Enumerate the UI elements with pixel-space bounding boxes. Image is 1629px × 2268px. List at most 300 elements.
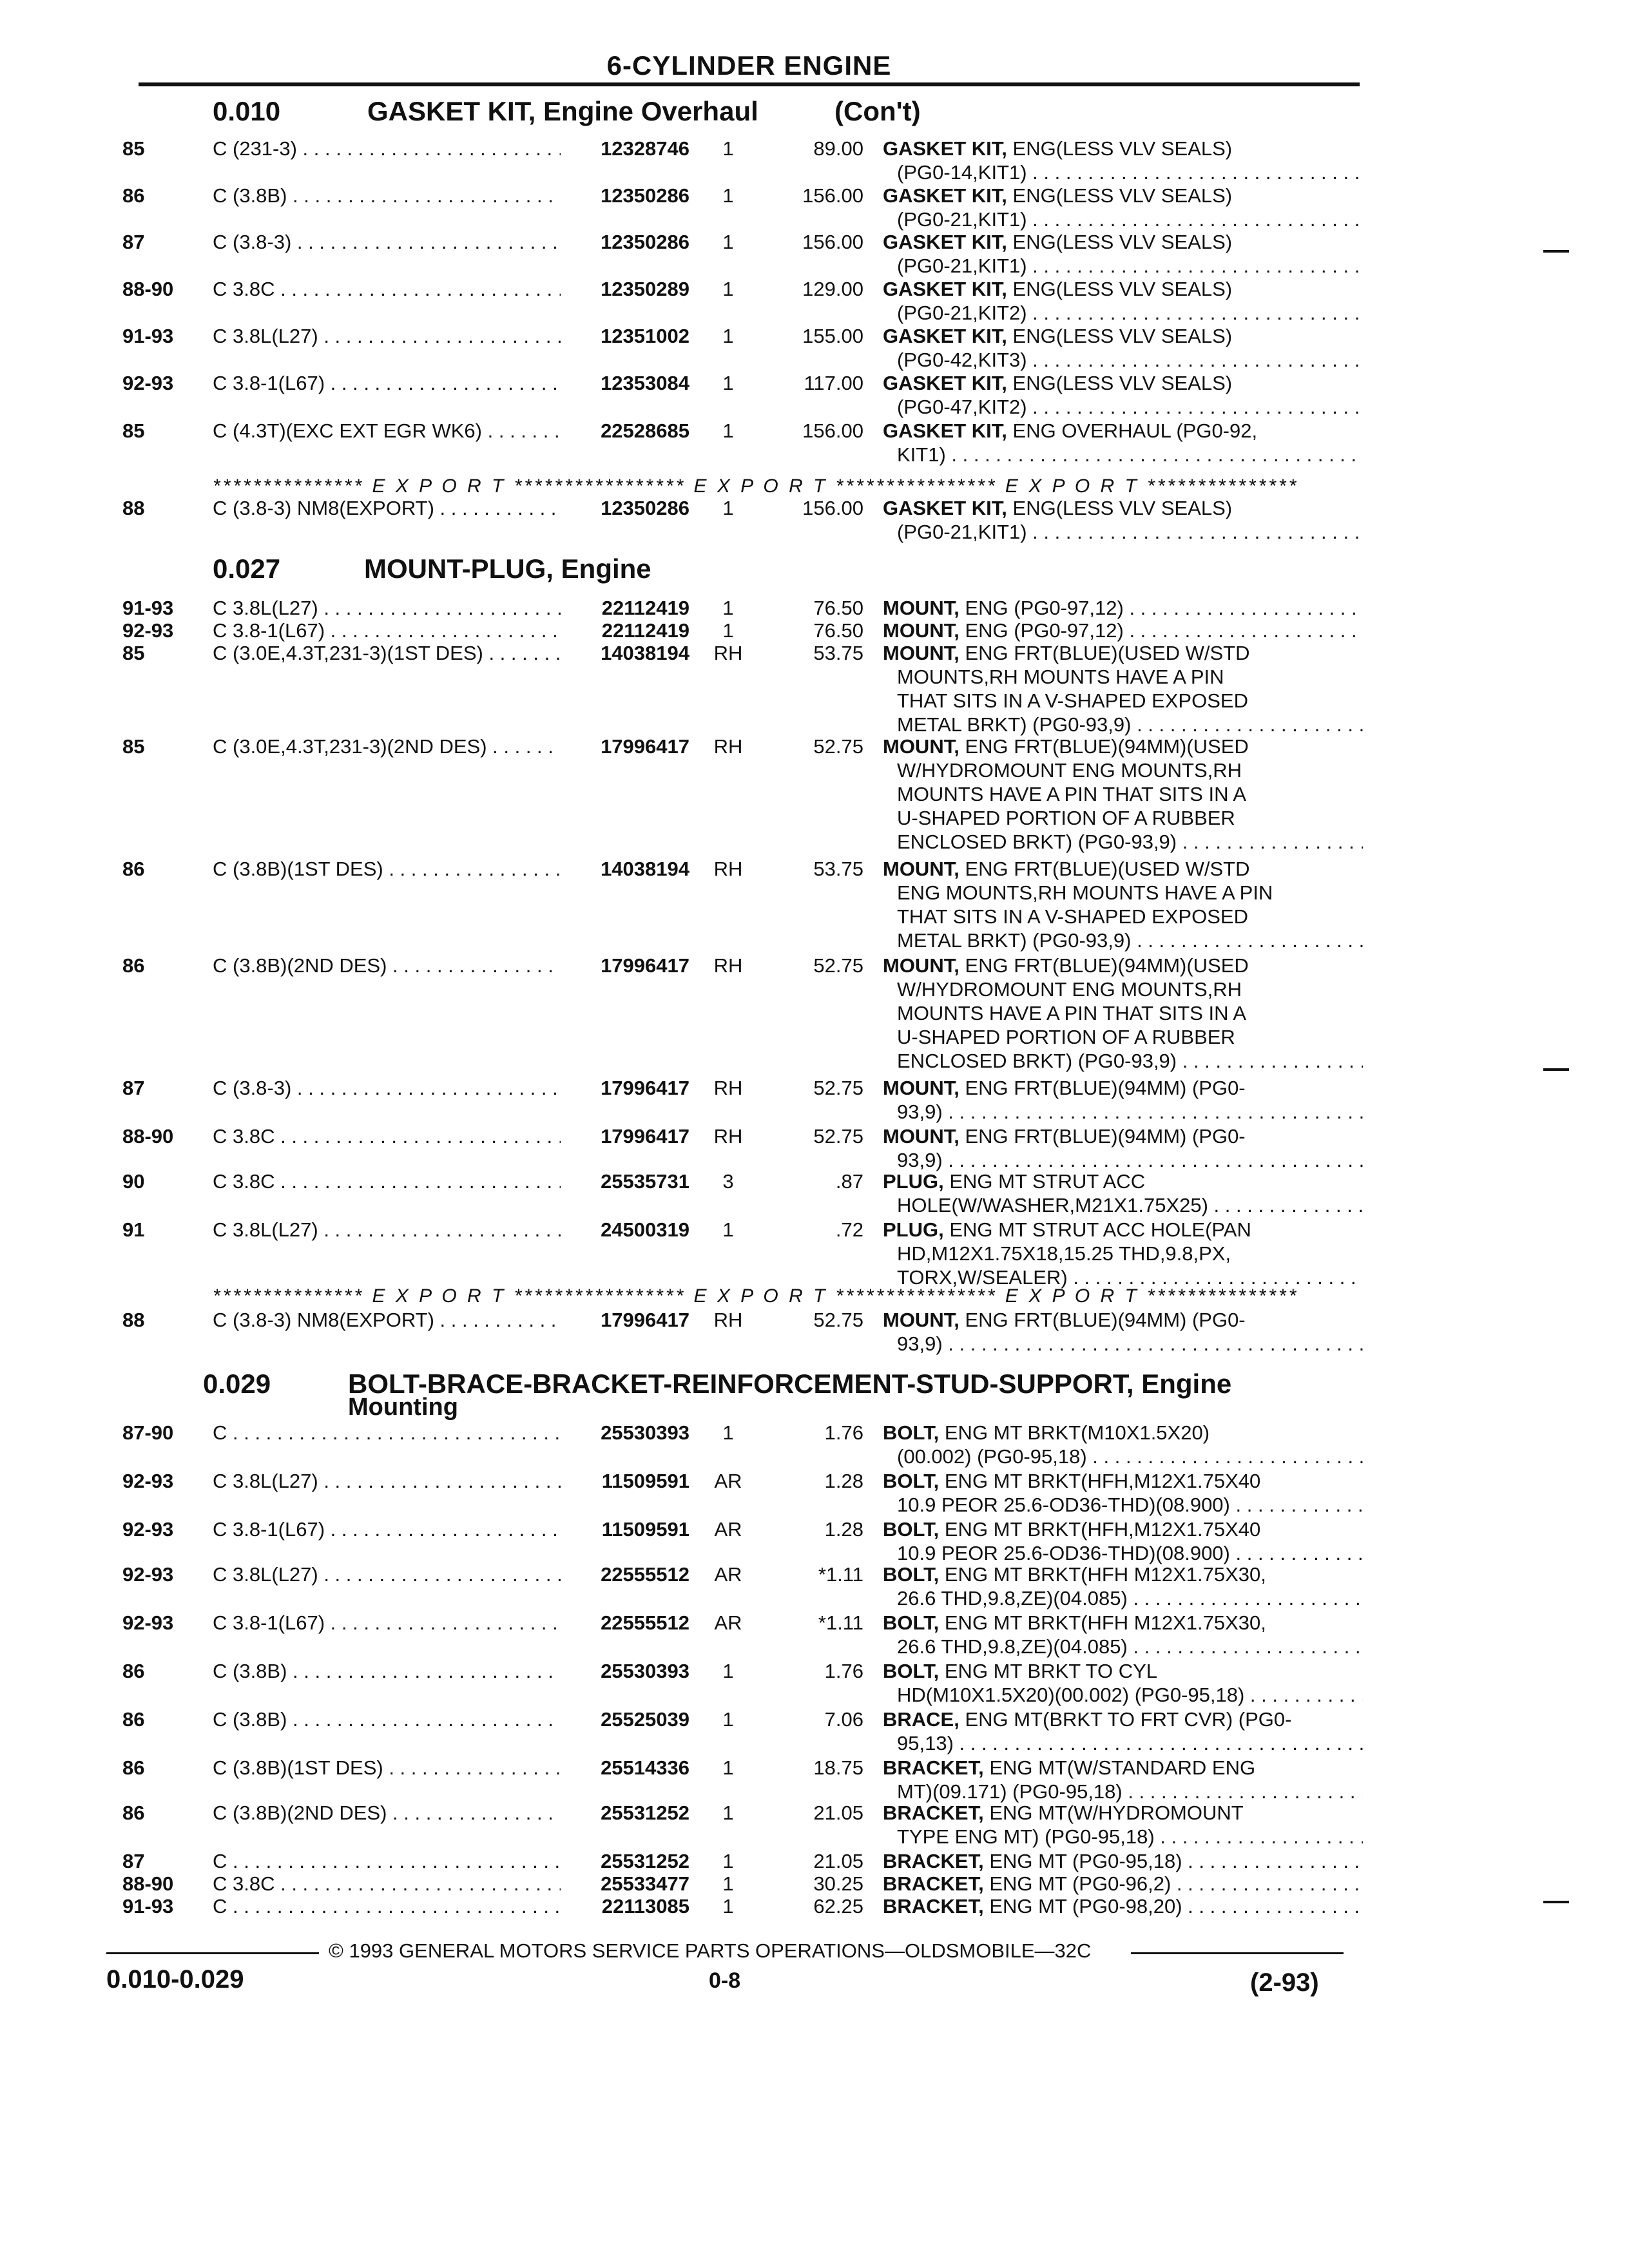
part-description [883, 1517, 1363, 1565]
quantity: RH [713, 642, 743, 664]
model-year: 92-93 [122, 619, 174, 642]
price: 1.76 [824, 1421, 863, 1444]
model-year: 91-93 [122, 1895, 174, 1917]
export-separator: *************** E X P O R T ***************** E X P O R T **************** E X P O R T *************** [213, 476, 1299, 497]
quantity: 1 [722, 278, 734, 300]
model-code: C 3.8C . . . [213, 1124, 561, 1148]
description-line [883, 1849, 1363, 1873]
model-year: 86 [122, 954, 145, 977]
description-line [883, 619, 1363, 642]
price: 52.75 [813, 735, 863, 758]
description-line [883, 1731, 1363, 1755]
quantity: AR [714, 1611, 742, 1634]
description-text: METAL BRKT) (PG0-93,9) [897, 929, 1132, 952]
margin-tick [1543, 1068, 1569, 1071]
description-text: HOLE(W/WASHER,M21X1.75X25) [897, 1194, 1208, 1216]
part-name: GASKET KIT, [883, 497, 1007, 519]
price: 21.05 [813, 1802, 863, 1824]
part-number: 25531252 [601, 1802, 689, 1824]
model-year: 86 [122, 184, 145, 207]
description-text: ENG MT (PG0-98,20) [989, 1895, 1182, 1917]
description-text: 93,9) [897, 1149, 943, 1171]
price: 156.00 [802, 231, 863, 253]
description-text: THAT SITS IN A V-SHAPED EXPOSED [897, 689, 1248, 712]
model-year: 86 [122, 1660, 145, 1682]
part-description [883, 1659, 1363, 1707]
description-text: HD,M12X1.75X18,15.25 THD,9.8,PX, [897, 1242, 1231, 1265]
part-description [883, 371, 1363, 419]
description-line [883, 1076, 1363, 1100]
part-description [883, 496, 1363, 544]
quantity: 1 [722, 372, 734, 394]
description-line [883, 348, 1363, 372]
description-line [883, 443, 1363, 466]
price: 76.50 [813, 597, 863, 619]
model-code: C (4.3T)(EXC EXT EGR WK6) . . . [213, 419, 561, 443]
description-text: 10.9 PEOR 25.6-OD36-THD)(08.900) [897, 1542, 1230, 1564]
price: 155.00 [802, 325, 863, 347]
part-name: BRACKET, [883, 1756, 984, 1779]
part-name: GASKET KIT, [883, 419, 1007, 442]
part-name: GASKET KIT, [883, 372, 1007, 394]
part-number: 25535731 [601, 1170, 689, 1193]
description-text: ENG MT STRUT ACC HOLE(PAN [949, 1218, 1251, 1241]
price: 156.00 [802, 184, 863, 207]
description-text: ENCLOSED BRKT) (PG0-93,9) [897, 1050, 1177, 1072]
description-line [883, 1872, 1363, 1896]
description-line [883, 184, 1363, 207]
description-line [883, 277, 1363, 301]
model-code: C 3.8C . . . [213, 277, 561, 301]
description-text: (PG0-21,KIT1) [897, 255, 1027, 277]
model-year: 85 [122, 419, 145, 442]
part-number: 12351002 [601, 325, 689, 347]
description-line [883, 1124, 1363, 1148]
quantity: AR [714, 1563, 742, 1586]
part-name: BOLT, [883, 1660, 940, 1682]
part-name: BOLT, [883, 1563, 940, 1586]
model-year: 91-93 [122, 325, 174, 347]
quantity: 1 [722, 1218, 734, 1241]
section-title: MOUNT-PLUG, Engine [364, 553, 651, 584]
model-code: C (3.8-3) NM8(EXPORT) . . . [213, 496, 561, 520]
description-text: 93,9) [897, 1332, 943, 1355]
part-description [883, 1218, 1363, 1289]
description-line [883, 1242, 1363, 1265]
description-line [883, 1493, 1363, 1517]
price: .87 [835, 1170, 863, 1193]
part-description [883, 1076, 1363, 1124]
description-line [883, 1756, 1363, 1780]
description-text: ENCLOSED BRKT) (PG0-93,9) [897, 831, 1177, 853]
part-name: BOLT, [883, 1518, 940, 1541]
section-number: 0.010 [213, 96, 281, 126]
description-line [883, 254, 1363, 278]
model-year: 86 [122, 1802, 145, 1824]
description-line [883, 1562, 1363, 1586]
description-line [883, 1611, 1363, 1635]
part-name: MOUNT, [883, 597, 959, 619]
model-year: 88 [122, 1309, 145, 1331]
description-line [883, 301, 1363, 325]
description-text: ENG(LESS VLV SEALS) [1012, 497, 1233, 519]
part-description [883, 1707, 1363, 1755]
description-line [883, 137, 1363, 160]
description-line [883, 520, 1363, 544]
description-line [883, 1541, 1363, 1565]
description-text: MOUNTS HAVE A PIN THAT SITS IN A [897, 1002, 1247, 1024]
description-text: ENG FRT(BLUE)(94MM) (PG0- [965, 1125, 1246, 1148]
description-line [883, 1193, 1363, 1217]
page-title: 6-CYLINDER ENGINE [606, 50, 892, 81]
quantity: RH [713, 954, 743, 977]
description-line [883, 230, 1363, 254]
description-text: HD(M10X1.5X20)(00.002) (PG0-95,18) [897, 1684, 1245, 1706]
model-year: 88-90 [122, 1872, 174, 1895]
part-number: 11509591 [601, 1518, 689, 1541]
part-description [883, 1308, 1363, 1356]
description-line [883, 324, 1363, 348]
model-year: 91 [122, 1218, 145, 1241]
model-year: 87 [122, 1077, 145, 1099]
description-line [883, 1332, 1363, 1356]
part-description [883, 641, 1363, 736]
description-line [883, 160, 1363, 184]
part-number: 12353084 [601, 372, 689, 394]
model-code: C (231-3) . . . [213, 137, 561, 160]
quantity: RH [713, 1309, 743, 1331]
quantity: 1 [722, 597, 734, 619]
margin-tick [1543, 1901, 1569, 1903]
description-line [883, 1218, 1363, 1242]
description-line [883, 1894, 1363, 1918]
part-name: MOUNT, [883, 954, 959, 977]
description-line [883, 928, 1363, 952]
description-text: MT)(09.171) (PG0-95,18) [897, 1780, 1123, 1803]
part-number: 12350286 [601, 231, 689, 253]
description-line [883, 665, 1363, 689]
part-name: MOUNT, [883, 1077, 959, 1099]
margin-tick [1543, 250, 1569, 253]
description-text: ENG MT BRKT(M10X1.5X20) [944, 1421, 1210, 1444]
footer-rule-left [106, 1952, 319, 1954]
description-line [883, 713, 1363, 736]
description-text: ENG FRT(BLUE)(94MM) (PG0- [965, 1309, 1246, 1331]
description-line [883, 641, 1363, 665]
description-line [883, 1169, 1363, 1193]
quantity: 1 [722, 1895, 734, 1917]
description-text: ENG FRT(BLUE)(94MM) (PG0- [965, 1077, 1246, 1099]
price: 52.75 [813, 1309, 863, 1331]
part-description [883, 1756, 1363, 1803]
description-text: W/HYDROMOUNT ENG MOUNTS,RH [897, 759, 1242, 782]
description-line [883, 1683, 1363, 1707]
description-line [883, 596, 1363, 620]
model-code: C . . . [213, 1894, 561, 1918]
export-separator: *************** E X P O R T ***************** E X P O R T **************** E X P O R T *************** [213, 1285, 1299, 1307]
description-text: ENG FRT(BLUE)(94MM)(USED [965, 735, 1249, 758]
part-description [883, 419, 1363, 466]
description-text: ENG FRT(BLUE)(USED W/STD [965, 642, 1250, 664]
model-code: C . . . [213, 1849, 561, 1873]
description-text: (PG0-21,KIT2) [897, 302, 1027, 324]
description-line [883, 1825, 1363, 1849]
description-line [883, 1635, 1363, 1658]
price: 1.76 [824, 1660, 863, 1682]
price: *1.11 [818, 1611, 863, 1634]
price: 76.50 [813, 619, 863, 642]
model-year: 86 [122, 1756, 145, 1779]
price: 53.75 [813, 642, 863, 664]
description-line [883, 395, 1363, 419]
price: 53.75 [813, 858, 863, 880]
model-code: C 3.8L(L27) . . . [213, 1218, 561, 1242]
part-number: 25530393 [601, 1660, 689, 1682]
description-text: (PG0-21,KIT1) [897, 208, 1027, 231]
description-line [883, 1445, 1363, 1468]
model-year: 86 [122, 858, 145, 880]
description-line [883, 1100, 1363, 1124]
section-title: BOLT-BRACE-BRACKET-REINFORCEMENT-STUD-SUPPORT, Engine [348, 1369, 1232, 1399]
part-description [883, 1894, 1363, 1918]
model-code: C (3.8B)(1ST DES) . . . [213, 857, 561, 881]
description-text: ENG MT(W/HYDROMOUNT [989, 1802, 1244, 1824]
description-text: 95,13) [897, 1732, 954, 1754]
quantity: 1 [722, 619, 734, 642]
quantity: 3 [722, 1170, 734, 1193]
price: *1.11 [818, 1563, 863, 1586]
part-number: 25525039 [601, 1708, 689, 1731]
part-name: MOUNT, [883, 1125, 959, 1148]
description-line [883, 1421, 1363, 1445]
quantity: 1 [722, 1850, 734, 1872]
part-name: MOUNT, [883, 735, 959, 758]
model-year: 87 [122, 231, 145, 253]
model-code: C (3.0E,4.3T,231-3)(1ST DES) . . . [213, 641, 561, 665]
price: 1.28 [824, 1470, 863, 1492]
model-code: C (3.8-3) NM8(EXPORT) . . . [213, 1308, 561, 1332]
quantity: RH [713, 735, 743, 758]
description-text: ENG MT BRKT(HFH,M12X1.75X40 [944, 1470, 1261, 1492]
part-number: 25531252 [601, 1850, 689, 1872]
model-year: 92-93 [122, 1470, 174, 1492]
model-code: C 3.8-1(L67) . . . [213, 371, 561, 395]
part-description [883, 735, 1363, 854]
part-name: BOLT, [883, 1470, 940, 1492]
part-description [883, 1169, 1363, 1217]
part-description [883, 230, 1363, 278]
model-code: C . . . [213, 1421, 561, 1445]
description-text: W/HYDROMOUNT ENG MOUNTS,RH [897, 978, 1242, 1001]
model-year: 85 [122, 642, 145, 664]
part-number: 25530393 [601, 1421, 689, 1444]
description-text: ENG MT(BRKT TO FRT CVR) (PG0- [965, 1708, 1292, 1731]
part-name: BRACKET, [883, 1872, 984, 1895]
description-text: TORX,W/SEALER) [897, 1266, 1068, 1289]
model-year: 88 [122, 497, 145, 519]
model-code: C 3.8C . . . [213, 1872, 561, 1896]
quantity: 1 [722, 419, 734, 442]
quantity: 1 [722, 1660, 734, 1682]
part-number: 22555512 [601, 1563, 689, 1586]
model-code: C 3.8L(L27) . . . [213, 1562, 561, 1586]
description-line [883, 857, 1363, 881]
part-description [883, 1801, 1363, 1849]
description-line [883, 830, 1363, 854]
description-text: (PG0-14,KIT1) [897, 161, 1027, 184]
quantity: 1 [722, 137, 734, 160]
part-name: BOLT, [883, 1421, 940, 1444]
part-description [883, 596, 1363, 620]
description-text: ENG MT(W/STANDARD ENG [989, 1756, 1256, 1779]
part-number: 14038194 [601, 858, 689, 880]
part-description [883, 324, 1363, 372]
part-name: GASKET KIT, [883, 278, 1007, 300]
part-name: MOUNT, [883, 642, 959, 664]
price: 18.75 [813, 1756, 863, 1779]
quantity: 1 [722, 1872, 734, 1895]
model-year: 92-93 [122, 1518, 174, 1541]
description-text: ENG FRT(BLUE)(94MM)(USED [965, 954, 1249, 977]
description-text: (PG0-42,KIT3) [897, 349, 1027, 371]
price: 7.06 [824, 1708, 863, 1731]
model-code: C 3.8-1(L67) . . . [213, 619, 561, 642]
part-description [883, 1469, 1363, 1517]
description-text: TYPE ENG MT) (PG0-95,18) [897, 1825, 1155, 1848]
model-code: C (3.8B) . . . [213, 1707, 561, 1731]
description-text: 26.6 THD,9.8,ZE)(04.085) [897, 1635, 1128, 1658]
description-text: ENG MOUNTS,RH MOUNTS HAVE A PIN [897, 881, 1273, 904]
description-line [883, 496, 1363, 520]
description-text: METAL BRKT) (PG0-93,9) [897, 713, 1132, 736]
model-code: C (3.8B) . . . [213, 1659, 561, 1683]
part-number: 14038194 [601, 642, 689, 664]
description-line [883, 806, 1363, 830]
part-number: 12350289 [601, 278, 689, 300]
part-name: BRACE, [883, 1708, 959, 1731]
model-year: 91-93 [122, 597, 174, 619]
model-code: C (3.8B)(1ST DES) . . . [213, 1756, 561, 1780]
description-text: ENG (PG0-97,12) [965, 619, 1124, 642]
part-number: 22528685 [601, 419, 689, 442]
model-year: 87-90 [122, 1421, 174, 1444]
description-text: ENG(LESS VLV SEALS) [1012, 278, 1233, 300]
part-number: 17996417 [601, 1125, 689, 1148]
part-name: PLUG, [883, 1218, 944, 1241]
part-name: MOUNT, [883, 619, 959, 642]
part-description [883, 184, 1363, 231]
quantity: AR [714, 1518, 742, 1541]
quantity: 1 [722, 184, 734, 207]
description-text: ENG MT BRKT(HFH M12X1.75X30, [944, 1611, 1266, 1634]
model-year: 87 [122, 1850, 145, 1872]
description-line [883, 881, 1363, 905]
description-text: KIT1) [897, 443, 946, 466]
part-name: GASKET KIT, [883, 325, 1007, 347]
price: 62.25 [813, 1895, 863, 1917]
quantity: 1 [722, 1756, 734, 1779]
description-text: ENG OVERHAUL (PG0-92, [1012, 419, 1258, 442]
price: 129.00 [802, 278, 863, 300]
part-name: BRACKET, [883, 1802, 984, 1824]
description-text: 26.6 THD,9.8,ZE)(04.085) [897, 1587, 1128, 1610]
description-line [883, 371, 1363, 395]
model-code: C (3.8B)(2ND DES) . . . [213, 954, 561, 977]
description-line [883, 1308, 1363, 1332]
description-text: ENG(LESS VLV SEALS) [1012, 231, 1233, 253]
part-description [883, 1421, 1363, 1468]
model-year: 92-93 [122, 372, 174, 394]
quantity: 1 [722, 231, 734, 253]
footer-copyright: © 1993 GENERAL MOTORS SERVICE PARTS OPERATIONS—OLDSMOBILE—32C [329, 1939, 1092, 1962]
description-text: (00.002) (PG0-95,18) [897, 1445, 1087, 1468]
quantity: RH [713, 858, 743, 880]
quantity: 1 [722, 1708, 734, 1731]
price: 52.75 [813, 954, 863, 977]
part-number: 12328746 [601, 137, 689, 160]
part-number: 12350286 [601, 497, 689, 519]
footer-date: (2-93) [1250, 1968, 1319, 1997]
description-line [883, 954, 1363, 977]
quantity: RH [713, 1125, 743, 1148]
description-text: MOUNTS,RH MOUNTS HAVE A PIN [897, 666, 1224, 688]
description-text: ENG MT BRKT(HFH M12X1.75X30, [944, 1563, 1266, 1586]
description-line [883, 689, 1363, 713]
quantity: AR [714, 1470, 742, 1492]
section-title-suffix: (Con't) [834, 96, 921, 126]
description-text: ENG MT (PG0-96,2) [989, 1872, 1171, 1895]
footer-page-number: 0-8 [709, 1968, 741, 1993]
model-year: 88-90 [122, 278, 174, 300]
model-code: C 3.8L(L27) . . . [213, 1469, 561, 1493]
price: 30.25 [813, 1872, 863, 1895]
model-code: C 3.8L(L27) . . . [213, 324, 561, 348]
footer-section-range: 0.010-0.029 [106, 1965, 244, 1994]
section-heading [203, 1369, 1363, 1427]
description-text: ENG(LESS VLV SEALS) [1012, 372, 1233, 394]
part-name: GASKET KIT, [883, 137, 1007, 160]
part-name: BRACKET, [883, 1895, 984, 1917]
quantity: 1 [722, 1802, 734, 1824]
model-code: C (3.8B) . . . [213, 184, 561, 207]
model-year: 90 [122, 1170, 145, 1193]
quantity: 1 [722, 1421, 734, 1444]
model-code: C 3.8-1(L67) . . . [213, 1611, 561, 1635]
section-number: 0.027 [213, 553, 281, 584]
footer-rule-right [1131, 1952, 1344, 1954]
part-description [883, 1849, 1363, 1873]
description-text: MOUNTS HAVE A PIN THAT SITS IN A [897, 783, 1247, 805]
part-number: 17996417 [601, 735, 689, 758]
price: 156.00 [802, 497, 863, 519]
part-number: 12350286 [601, 184, 689, 207]
description-text: ENG(LESS VLV SEALS) [1012, 325, 1233, 347]
model-code: C (3.8B)(2ND DES) . . . [213, 1801, 561, 1825]
section-title: GASKET KIT, Engine Overhaul [367, 96, 758, 126]
description-text: ENG MT (PG0-95,18) [989, 1850, 1182, 1872]
part-description [883, 1124, 1363, 1172]
description-text: ENG MT BRKT(HFH,M12X1.75X40 [944, 1518, 1261, 1541]
model-year: 85 [122, 735, 145, 758]
description-text: 10.9 PEOR 25.6-OD36-THD)(08.900) [897, 1494, 1230, 1516]
price: 52.75 [813, 1077, 863, 1099]
part-description [883, 954, 1363, 1073]
description-line [883, 758, 1363, 782]
description-line [883, 1801, 1363, 1825]
part-number: 11509591 [601, 1470, 689, 1492]
description-line [883, 1049, 1363, 1073]
description-text: ENG MT BRKT TO CYL [944, 1660, 1158, 1682]
